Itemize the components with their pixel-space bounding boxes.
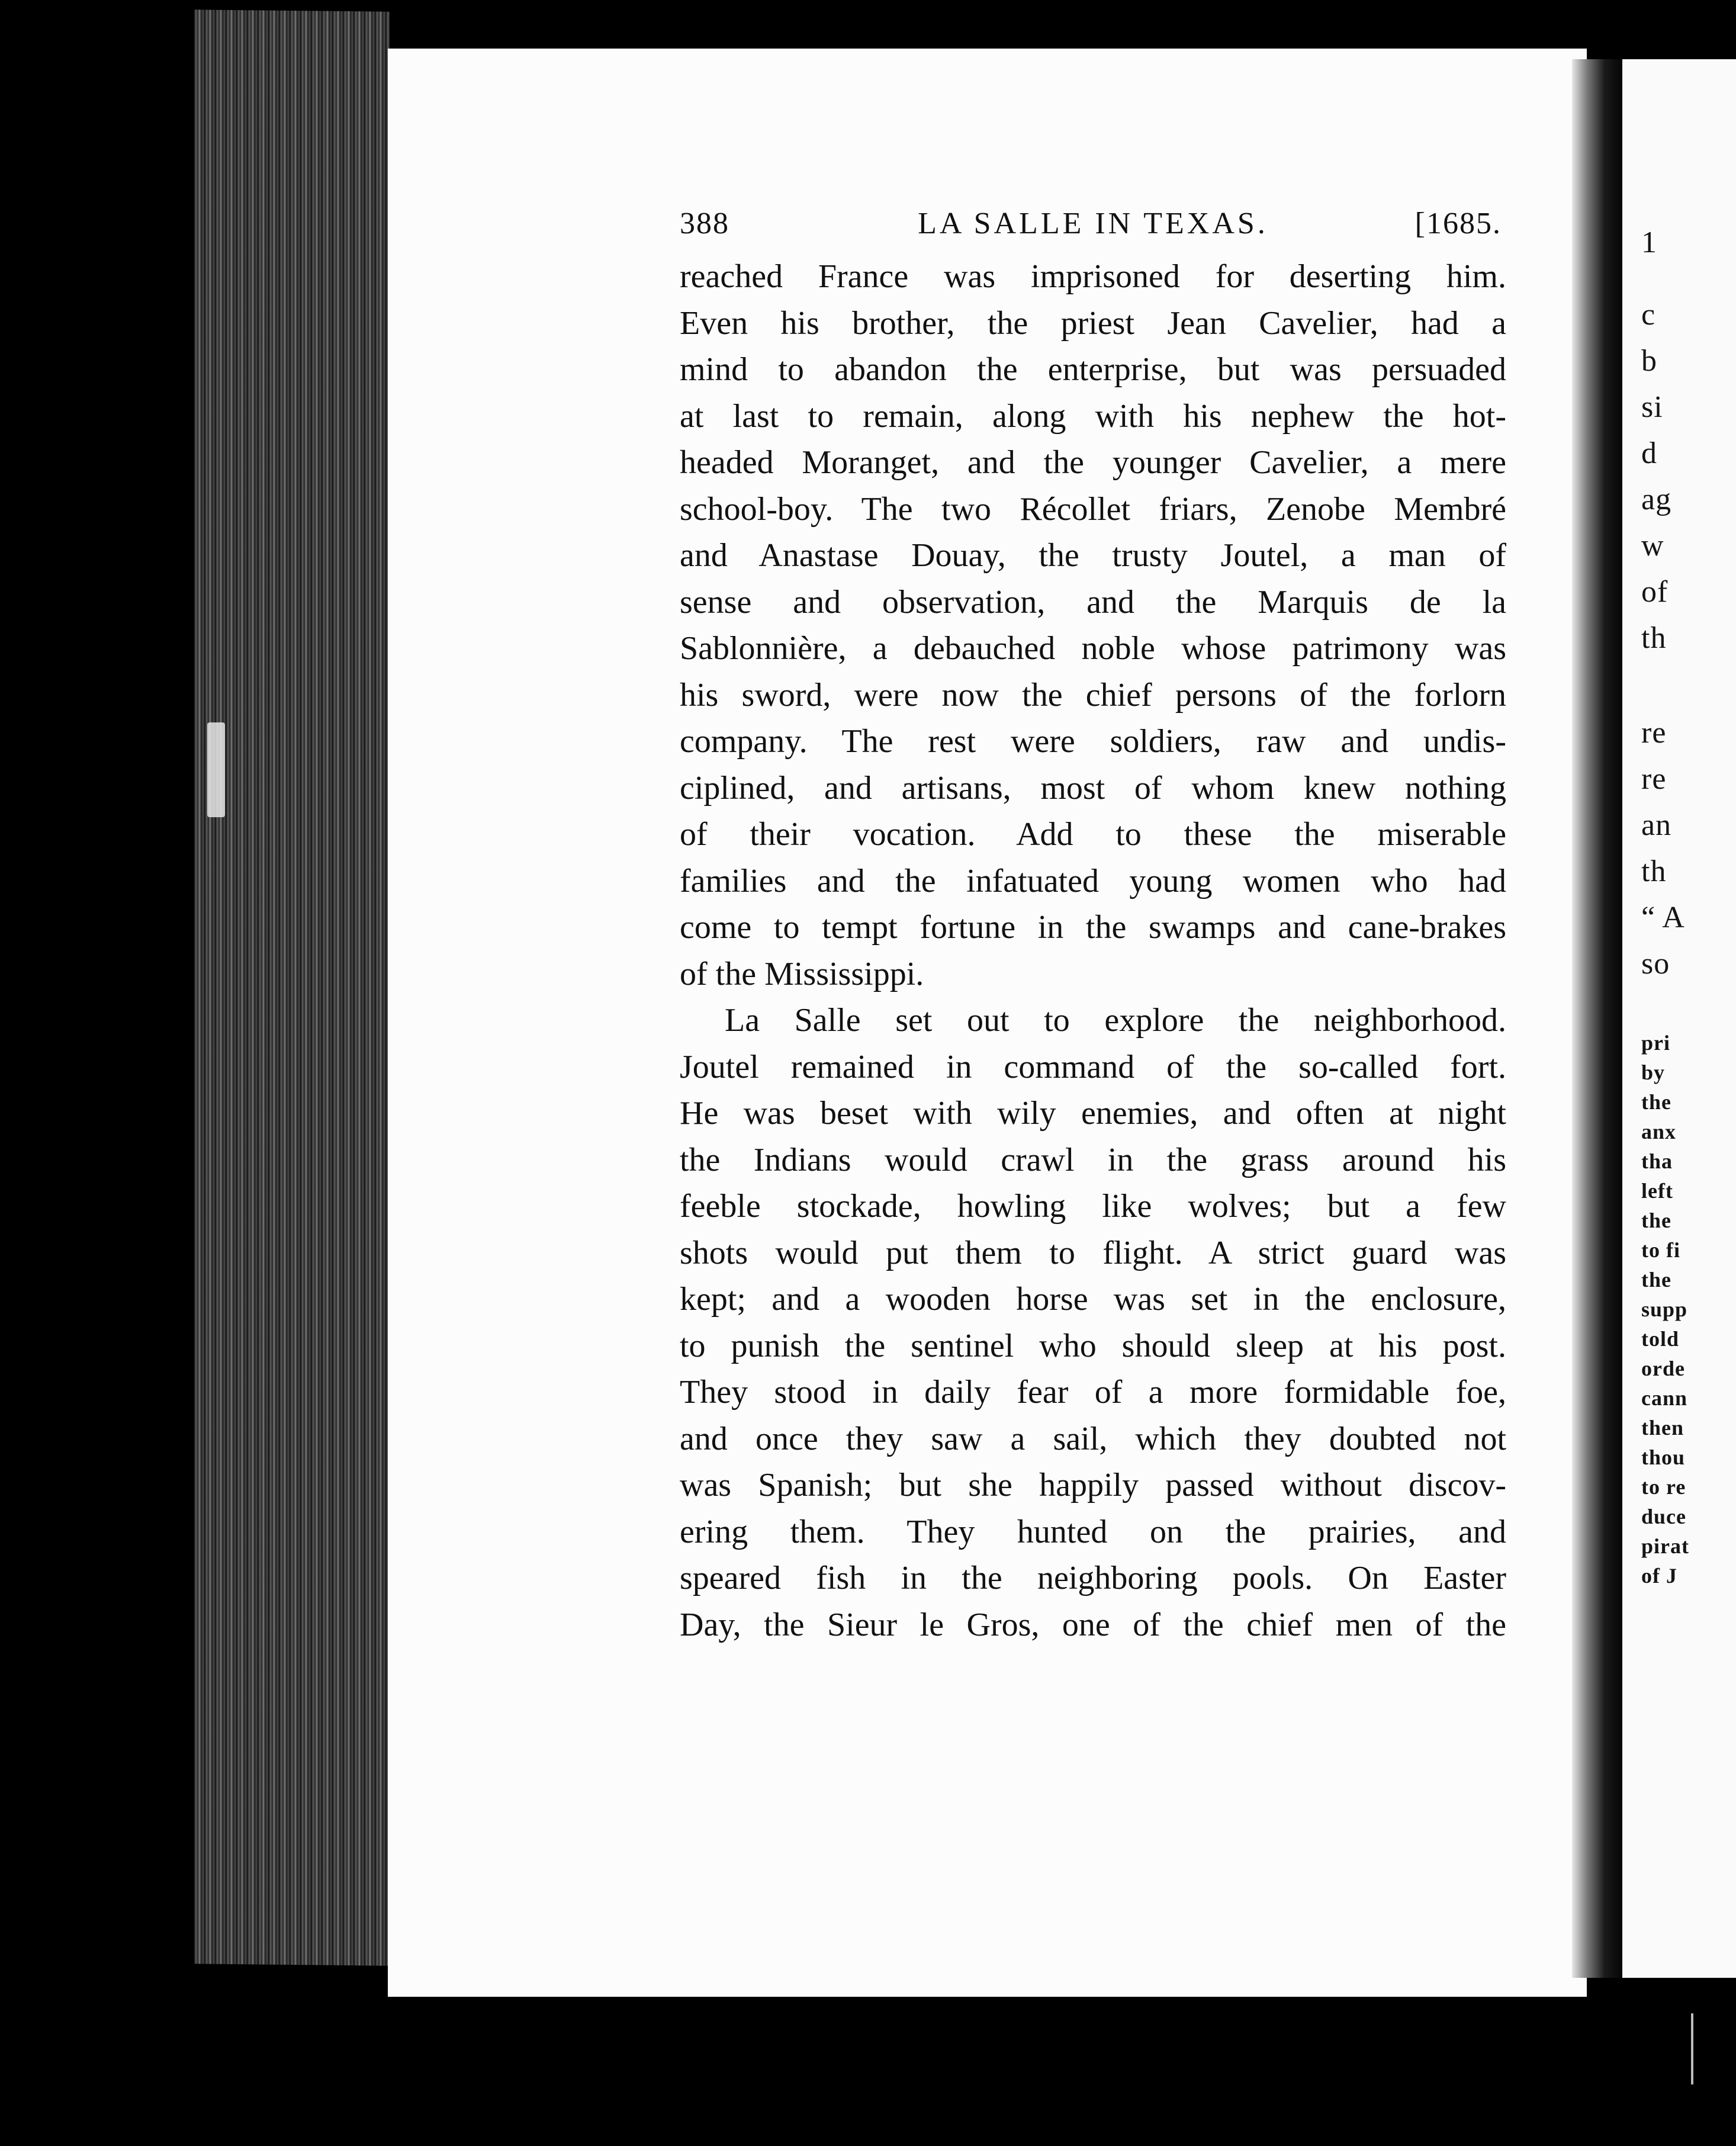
right-page-line: re xyxy=(1641,762,1667,796)
text-line: Even his brother, the priest Jean Cavelier, had a xyxy=(680,304,1506,342)
text-line: headed Moranget, and the younger Cavelier, a mere xyxy=(680,444,1506,481)
right-page-note: by xyxy=(1641,1061,1666,1084)
right-page-note: the xyxy=(1641,1090,1671,1114)
page-number: 388 xyxy=(680,207,729,240)
right-page-line: ag xyxy=(1641,483,1672,516)
right-page-note: tha xyxy=(1641,1149,1673,1173)
running-head-date: [1685. xyxy=(1414,207,1502,240)
right-page-note: then xyxy=(1641,1416,1684,1440)
text-line: was Spanish; but she happily passed without discov- xyxy=(680,1467,1506,1504)
right-page-note: pri xyxy=(1641,1031,1671,1055)
right-page-note: supp xyxy=(1641,1297,1688,1321)
right-page-line: d xyxy=(1641,436,1657,470)
text-line: of the Mississippi. xyxy=(680,955,924,992)
text-line: sense and observation, and the Marquis de la xyxy=(680,583,1506,621)
text-line: ering them. They hunted on the prairies, and xyxy=(680,1513,1506,1550)
text-line: Day, the Sieur le Gros, one of the chief men of the xyxy=(680,1606,1506,1643)
right-page-note: the xyxy=(1641,1209,1671,1232)
right-page-line: w xyxy=(1641,529,1664,563)
text-line: feeble stockade, howling like wolves; but a few xyxy=(680,1188,1506,1225)
right-page-line: th xyxy=(1641,854,1667,888)
right-page-note: to re xyxy=(1641,1475,1686,1499)
text-line: kept; and a wooden horse was set in the enclosure, xyxy=(680,1281,1506,1318)
right-page-line: “ A xyxy=(1641,901,1685,934)
right-page-line: re xyxy=(1641,716,1667,750)
page-edge-bookmark xyxy=(207,722,225,817)
text-line: Joutel remained in command of the so-called fort. xyxy=(680,1048,1506,1085)
right-page-note: to fi xyxy=(1641,1238,1680,1262)
right-page-line: an xyxy=(1641,808,1672,842)
right-page-head: 1 xyxy=(1641,226,1657,259)
body-text xyxy=(680,253,1506,1648)
right-page-note: the xyxy=(1641,1268,1671,1292)
text-line: speared fish in the neighboring pools. On Easter xyxy=(680,1560,1506,1596)
book-gutter xyxy=(1572,59,1622,1978)
text-line: come to tempt fortune in the swamps and cane-brakes xyxy=(680,909,1506,946)
right-page-note: of J xyxy=(1641,1564,1677,1588)
page-text-block xyxy=(680,206,1506,1648)
right-page-note: anx xyxy=(1641,1120,1677,1143)
text-line: school-boy. The two Récollet friars, Zenobe Membré xyxy=(680,490,1506,528)
right-page-note: cann xyxy=(1641,1386,1688,1410)
text-line: ciplined, and artisans, most of whom knew nothing xyxy=(680,769,1506,807)
text-line: and once they saw a sail, which they doubted not xyxy=(680,1420,1506,1457)
text-line: families and the infatuated young women who had xyxy=(680,862,1506,899)
right-page-note: thou xyxy=(1641,1445,1686,1469)
right-page-line: si xyxy=(1641,390,1663,424)
text-line: mind to abandon the enterprise, but was persuaded xyxy=(680,351,1506,388)
text-line: He was beset with wily enemies, and often at night xyxy=(680,1095,1506,1132)
text-line: La Salle set out to explore the neighborhood. xyxy=(725,1002,1506,1039)
right-page-line: th xyxy=(1641,621,1667,655)
text-line: and Anastase Douay, the trusty Joutel, a man of xyxy=(680,537,1506,574)
text-line: Sablonnière, a debauched noble whose patrimony was xyxy=(680,630,1506,667)
running-head xyxy=(680,206,1506,253)
right-page xyxy=(1622,59,1736,1978)
right-page-note: duce xyxy=(1641,1505,1686,1528)
text-line: at last to remain, along with his nephew the hot- xyxy=(680,397,1506,435)
text-line: the Indians would crawl in the grass around his xyxy=(680,1141,1506,1178)
running-title: LA SALLE IN TEXAS. xyxy=(918,207,1268,240)
right-page-line: c xyxy=(1641,298,1656,332)
text-line: shots would put them to flight. A strict guard was xyxy=(680,1234,1506,1271)
right-page-note: orde xyxy=(1641,1357,1685,1380)
right-page-line: so xyxy=(1641,947,1670,981)
page-edges xyxy=(194,9,390,1965)
text-line: They stood in daily fear of a more formidable foe, xyxy=(680,1374,1506,1411)
right-page-margin-mark xyxy=(1691,2013,1693,2084)
text-line: reached France was imprisoned for deserting him. xyxy=(680,258,1506,295)
text-line: his sword, were now the chief persons of the forlorn xyxy=(680,676,1506,714)
right-page-note: told xyxy=(1641,1327,1680,1351)
right-page-note: left xyxy=(1641,1179,1673,1203)
text-line: of their vocation. Add to these the miserable xyxy=(680,816,1506,853)
text-line: company. The rest were soldiers, raw and undis- xyxy=(680,723,1506,760)
right-page-line: of xyxy=(1641,575,1669,609)
text-line: to punish the sentinel who should sleep at his post. xyxy=(680,1327,1506,1364)
right-page-line: b xyxy=(1641,344,1657,378)
right-page-note: pirat xyxy=(1641,1534,1689,1558)
